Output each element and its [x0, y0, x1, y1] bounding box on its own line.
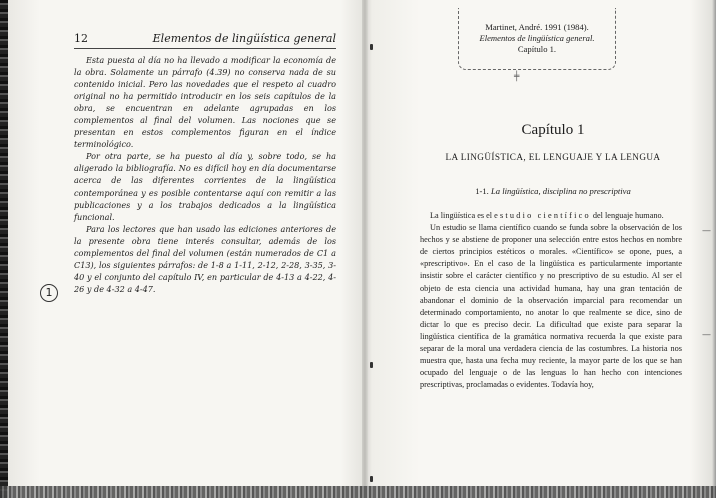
book-gutter	[362, 0, 368, 486]
page-number: 12	[74, 32, 88, 45]
spaced-emphasis: estudio científico	[494, 211, 591, 220]
handwritten-circled-number: 1	[40, 284, 58, 302]
left-page-header	[74, 30, 336, 49]
citation-title: Elementos de lingüística general.	[479, 33, 595, 43]
body-paragraph: Un estudio se llama científico cuando se funda sobre la observación de los hechos y se abstiene de proponer una selección entre estos hechos en nombre de ciertos principios estéticos o morales. «Científico» se opone, pues, a «prescriptivo». En el caso de la lingüística es particularmente importante insistir sobre el carácter científico y no prescriptivo de su estudio. Al ser el objeto de esta ciencia una actividad humana, hay una gran tentación de abandonar el dominio de la observación imparcial para recomendar un determinado comportamiento, no anotar lo que realmente se dice, sino de dictar lo que es preciso decir. La dificultad que existe para separar la lingüística científica de la gramática normativa recuerda la que existe para separar de la moral una verdadera ciencia de las costumbres. La historia nos muestra que, hasta una fecha muy reciente, la mayor parte de los que se han ocupado del lenguaje o de las lenguas lo han hecho con intenciones prescriptivas, proclamadas o evidentes. Todavía hoy,	[420, 223, 682, 390]
scan-left-edge	[0, 0, 8, 498]
text-run: La lingüística es el	[430, 211, 495, 220]
body-paragraph	[420, 210, 682, 222]
running-title: Elementos de lingüística general	[152, 32, 336, 45]
text-run: del lenguaje humano.	[590, 211, 664, 220]
section-heading	[420, 186, 686, 196]
preface-paragraph: Por otra parte, se ha puesto al día y, sobre todo, se ha aligerado la bibliografía. No es difícil hoy en día documentarse acerca de las diferentes corrientes de la lingüística contemporánea y es posible contentarse aquí con remitir a las publicaciones y a los trabajos dedicados a la lingüística funcional.	[74, 151, 336, 222]
citation-author: Martinet, André. 1991 (1984).	[485, 22, 589, 32]
scan-speck	[370, 44, 373, 50]
section-number: 1-1.	[475, 186, 489, 196]
staple-mark-icon: ╪	[514, 72, 520, 82]
scan-bottom-edge	[0, 486, 716, 498]
margin-tick-icon: —	[702, 330, 711, 340]
chapter-subtitle: LA LINGÜÍSTICA, EL LENGUAJE Y LA LENGUA	[445, 152, 661, 162]
scan-speck	[370, 362, 373, 368]
right-page-body	[420, 210, 682, 391]
section-title: La lingüística, disciplina no prescriptiva	[490, 186, 631, 196]
preface-paragraph: Para los lectores que han usado las ediciones anteriores de la presente obra tiene interés consultar, además de los complementos del final del volumen (están numerados de C1 a C13), los siguientes párrafos: de 1-8 a 1-11, 2-12, 2-28, 3-35, 3-40 y el conjunto del capítulo IV, en particular de 4-13 a 4-22, 4-26 y de 4-32 a 4-47.	[74, 223, 336, 294]
scan-speck	[370, 476, 373, 482]
preface-paragraph: Esta puesta al día no ha llevado a modificar la economía de la obra. Solamente un párrafo (4.39) no conserva nada de su contenido inicial. Pero las novedades que el respeto al cuadro original no ha permitido introducir en los seis capítulos de la obra, se encuentran en adelante agrupadas en los complementos al final del volumen. Las nociones que se presentan en estos complementos figuran en el índice terminológico.	[74, 55, 336, 150]
citation-chapter: Capítulo 1.	[517, 44, 557, 54]
citation-stamp	[458, 8, 616, 70]
margin-tick-icon: —	[702, 226, 711, 236]
left-page-body	[74, 54, 336, 295]
chapter-title: Capítulo 1	[521, 122, 585, 138]
